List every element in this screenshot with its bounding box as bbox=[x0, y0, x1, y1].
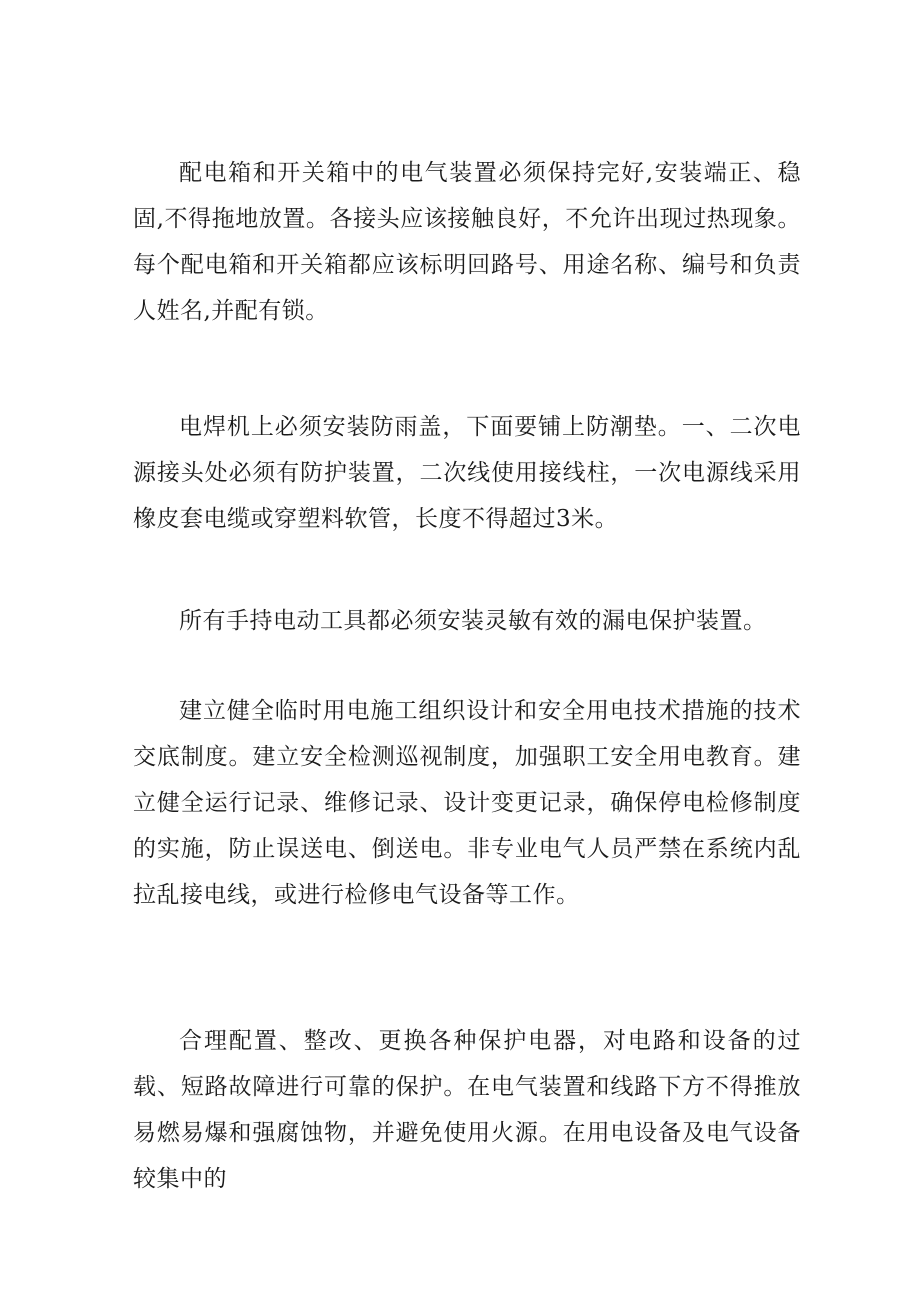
paragraph-management-system: 建立健全临时用电施工组织设计和安全用电技术措施的技术交底制度。建立安全检测巡视制度，加强职工安全用电教育。建立健全运行记录、维修记录、设计变更记录，确保停电检修制度的实施，防止误送电、倒送电。非专业电气人员严禁在系统内乱拉乱接电线，或进行检修电气设备等工作。 bbox=[133, 698, 801, 908]
paragraph-hand-tools: 所有手持电动工具都必须安装灵敏有效的漏电保护装置。 bbox=[179, 608, 767, 634]
paragraph-distribution-box: 配电箱和开关箱中的电气装置必须保持完好,安装端正、稳固,不得拖地放置。各接头应该接触良好，不允许出现过热现象。每个配电箱和开关箱都应该标明回路号、用途名称、编号和负责人姓名,并配有锁。 bbox=[133, 160, 801, 324]
paragraph-protection-devices: 合理配置、整改、更换各种保护电器，对电路和设备的过载、短路故障进行可靠的保护。在电气装置和线路下方不得推放易燃易爆和强腐蚀物，并避免使用火源。在用电设备及电气设备较集中的 bbox=[133, 1028, 801, 1192]
paragraph-welding-machine: 电焊机上必须安装防雨盖，下面要铺上防潮垫。一、二次电源接头处必须有防护装置，二次线使用接线柱，一次电源线采用橡皮套电缆或穿塑料软管，长度不得超过3米。 bbox=[133, 414, 801, 532]
